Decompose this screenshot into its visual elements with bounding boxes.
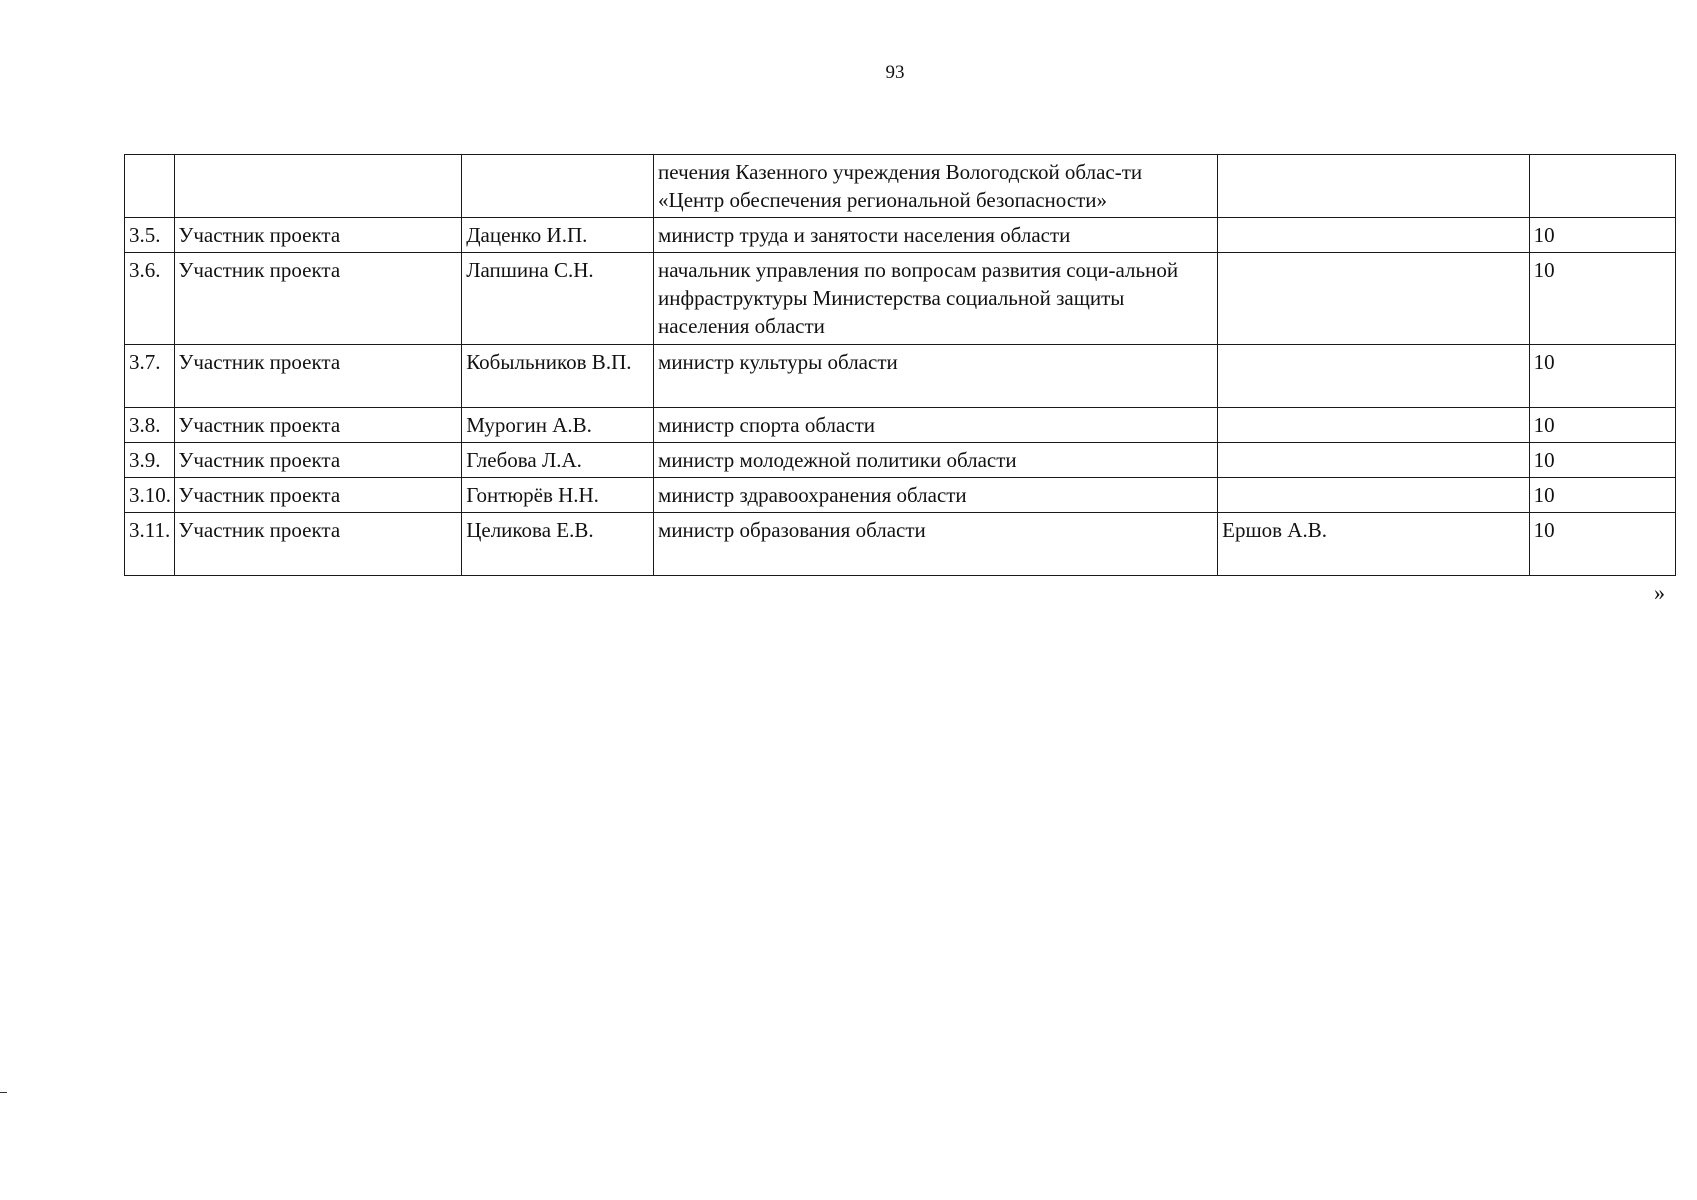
row-name: Глебова Л.А. xyxy=(462,443,654,478)
row-lead xyxy=(1218,253,1529,345)
row-role: Участник проекта xyxy=(174,253,462,345)
row-load xyxy=(1529,155,1675,218)
row-lead xyxy=(1218,345,1529,408)
row-role xyxy=(174,155,462,218)
table-row xyxy=(125,218,1676,253)
row-lead xyxy=(1218,155,1529,218)
row-role: Участник проекта xyxy=(174,478,462,513)
table-row xyxy=(125,253,1676,345)
table-row xyxy=(125,155,1676,218)
row-position: министр здравоохранения области xyxy=(654,478,1218,513)
row-role: Участник проекта xyxy=(174,345,462,408)
row-number: 3.10. xyxy=(125,478,175,513)
row-number: 3.9. xyxy=(125,443,175,478)
table-row xyxy=(125,345,1676,408)
row-role: Участник проекта xyxy=(174,218,462,253)
row-name: Лапшина С.Н. xyxy=(462,253,654,345)
row-position: министр труда и занятости населения области xyxy=(654,218,1218,253)
row-lead xyxy=(1218,443,1529,478)
row-load: 10 xyxy=(1529,478,1675,513)
row-load: 10 xyxy=(1529,513,1675,576)
row-role: Участник проекта xyxy=(174,408,462,443)
row-number: 3.11. xyxy=(125,513,175,576)
row-role: Участник проекта xyxy=(174,513,462,576)
margin-tick xyxy=(0,1092,7,1093)
row-number xyxy=(125,155,175,218)
row-number: 3.5. xyxy=(125,218,175,253)
row-number: 3.6. xyxy=(125,253,175,345)
table-row xyxy=(125,408,1676,443)
table-row xyxy=(125,513,1676,576)
row-lead xyxy=(1218,478,1529,513)
row-name: Целикова Е.В. xyxy=(462,513,654,576)
row-load: 10 xyxy=(1529,218,1675,253)
row-number: 3.8. xyxy=(125,408,175,443)
row-lead xyxy=(1218,218,1529,253)
row-name: Мурогин А.В. xyxy=(462,408,654,443)
row-name xyxy=(462,155,654,218)
row-load: 10 xyxy=(1529,443,1675,478)
row-position: министр спорта области xyxy=(654,408,1218,443)
row-position: министр образования области xyxy=(654,513,1218,576)
row-lead xyxy=(1218,408,1529,443)
participants-table xyxy=(124,154,1676,576)
row-position: начальник управления по вопросам развития соци-альной инфраструктуры Министерства социальной защиты населения области xyxy=(654,253,1218,345)
row-role: Участник проекта xyxy=(174,443,462,478)
row-name: Гонтюрёв Н.Н. xyxy=(462,478,654,513)
row-load: 10 xyxy=(1529,253,1675,345)
row-name: Даценко И.П. xyxy=(462,218,654,253)
page-number: 93 xyxy=(885,62,905,83)
row-load: 10 xyxy=(1529,345,1675,408)
row-position: министр культуры области xyxy=(654,345,1218,408)
row-position: печения Казенного учреждения Вологодской облас-ти «Центр обеспечения региональной безопасности» xyxy=(654,155,1218,218)
row-number: 3.7. xyxy=(125,345,175,408)
row-lead: Ершов А.В. xyxy=(1218,513,1529,576)
row-position: министр молодежной политики области xyxy=(654,443,1218,478)
continuation-mark: » xyxy=(1654,580,1665,605)
row-load: 10 xyxy=(1529,408,1675,443)
row-name: Кобыльников В.П. xyxy=(462,345,654,408)
table-row xyxy=(125,478,1676,513)
table-row xyxy=(125,443,1676,478)
